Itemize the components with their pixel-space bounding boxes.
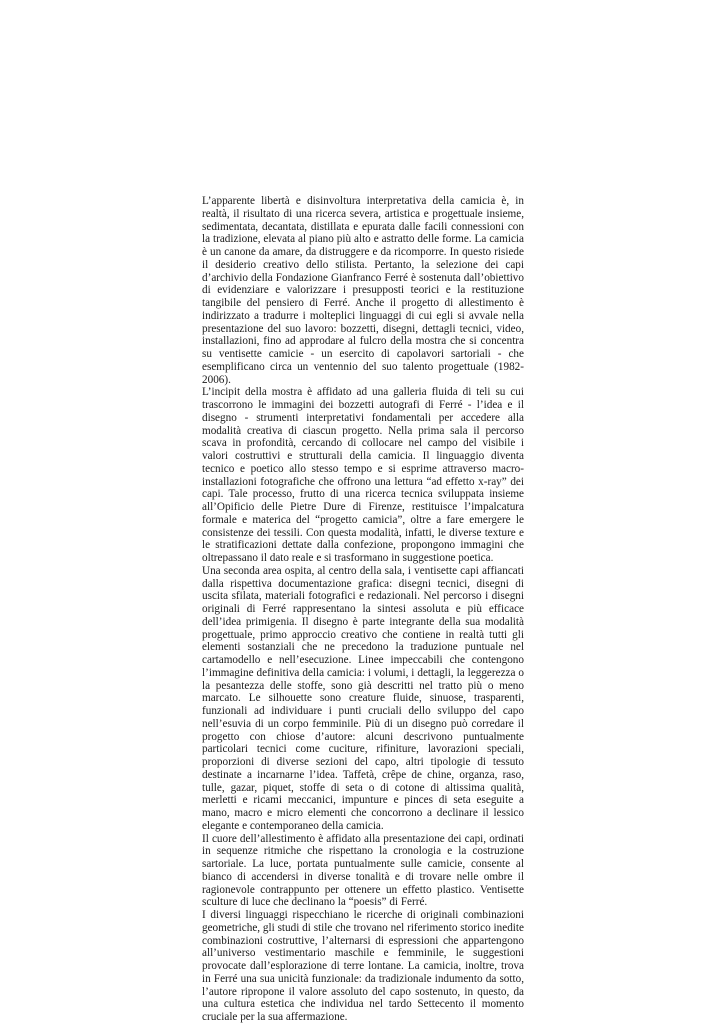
paragraph-1: L’apparente libertà e disinvoltura interpretativa della camicia è, in realtà, il risultato di una ricerca severa, artistica e progettuale insieme, sedimentata, decantata, distillata e epurata dalle facili connessioni con la tradizione, elevata al piano più alto e astratto delle forme. La camicia è un canone da amare, da distruggere e da ricomporre. In questo risiede il desiderio creativo dello stilista. Pertanto, la selezione dei capi d’archivio della Fondazione Gianfranco Ferré è sostenuta dall’obiettivo di evidenziare e valorizzare i presupposti teorici e la restituzione tangibile del pensiero di Ferré. Anche il progetto di allestimento è indirizzato a tradurre i molteplici linguaggi di cui egli si avvale nella presentazione del suo lavoro: bozzetti, disegni, dettagli tecnici, video, installazioni, fino ad approdare al fulcro della mostra che si concentra su ventisette camicie - un esercito di capolavori sartoriali - che esemplificano circa un ventennio del suo talento progettuale (1982-2006). [202, 195, 524, 386]
paragraph-3: Una seconda area ospita, al centro della sala, i ventisette capi affiancati dalla rispettiva documentazione grafica: disegni tecnici, disegni di uscita sfilata, materiali fotografici e redazionali. Nel percorso i disegni originali di Ferré rappresentano la sintesi assoluta e più efficace dell’idea primigenia. Il disegno è parte integrante della sua modalità progettuale, primo approccio creativo che contiene in realtà tutti gli elementi sostanziali che ne precedono la traduzione puntuale nel cartamodello e nell’esecuzione. Linee impeccabili che contengono l’immagine definitiva della camicia: i volumi, i dettagli, la leggerezza o la pesantezza delle stoffe, sono già descritti nel tratto più o meno marcato. Le silhouette sono creature fluide, sinuose, trasparenti, funzionali ad individuare i punti cruciali dello sviluppo del capo nell’esuvia di un corpo femminile. Più di un disegno può corredare il progetto con chiose d’autore: alcuni descrivono puntualmente particolari tecnici come cuciture, rifiniture, lavorazioni speciali, proporzioni di diverse sezioni del capo, altri tipologie di tessuto destinate a incarnarne l’idea. Taffetà, crêpe de chine, organza, raso, tulle, gazar, piquet, stoffe di seta o di cotone di altissima qualità, merletti e ricami meccanici, impunture e pinces di seta eseguite a mano, macro e micro elementi che concorrono a declinare il lessico elegante e contemporaneo della camicia. [202, 564, 524, 832]
paragraph-5: I diversi linguaggi rispecchiano le ricerche di originali combinazioni geometriche, gli studi di stile che trovano nel riferimento storico inedite combinazioni costruttive, l’alternarsi di espressioni che appartengono all’universo vestimentario maschile e femminile, le suggestioni provocate dall’esplorazione di terre lontane. La camicia, inoltre, trova in Ferré una sua unicità funzionale: da tradizionale indumento da sotto, l’autore ripropone il valore assoluto del capo sostenuto, in questo, da una cultura estetica che individua nel tardo Settecento il momento cruciale per la sua affermazione. [202, 909, 524, 1023]
paragraph-4: Il cuore dell’allestimento è affidato alla presentazione dei capi, ordinati in sequenze ritmiche che rispettano la cronologia e la costruzione sartoriale. La luce, portata puntualmente sulle camicie, consente al bianco di accendersi in diverse tonalità e di trovare nelle ombre il ragionevole contrappunto per ottenere un effetto plastico. Ventisette sculture di luce che declinano la “poesis” di Ferré. [202, 832, 524, 909]
body-text [202, 195, 524, 1024]
paragraph-2: L’incipit della mostra è affidato ad una galleria fluida di teli su cui trascorrono le immagini dei bozzetti autografi di Ferré - l’idea e il disegno - strumenti interpretativi fondamentali per accedere alla modalità creativa di ciascun progetto. Nella prima sala il percorso scava in profondità, cercando di collocare nel campo del visibile i valori costruttivi e strutturali della camicia. Il linguaggio diventa tecnico e poetico allo stesso tempo e si esprime attraverso macro-installazioni fotografiche che offrono una lettura “ad effetto x-ray” dei capi. Tale processo, frutto di una ricerca tecnica sviluppata insieme all’Opificio delle Pietre Dure di Firenze, restituisce l’impalcatura formale e materica del “progetto camicia”, oltre a fare emergere le consistenze dei tessili. Con questa modalità, infatti, le diverse texture e le stratificazioni dettate dalla confezione, propongono immagini che oltrepassano il dato reale e si trasformano in suggestione poetica. [202, 386, 524, 564]
